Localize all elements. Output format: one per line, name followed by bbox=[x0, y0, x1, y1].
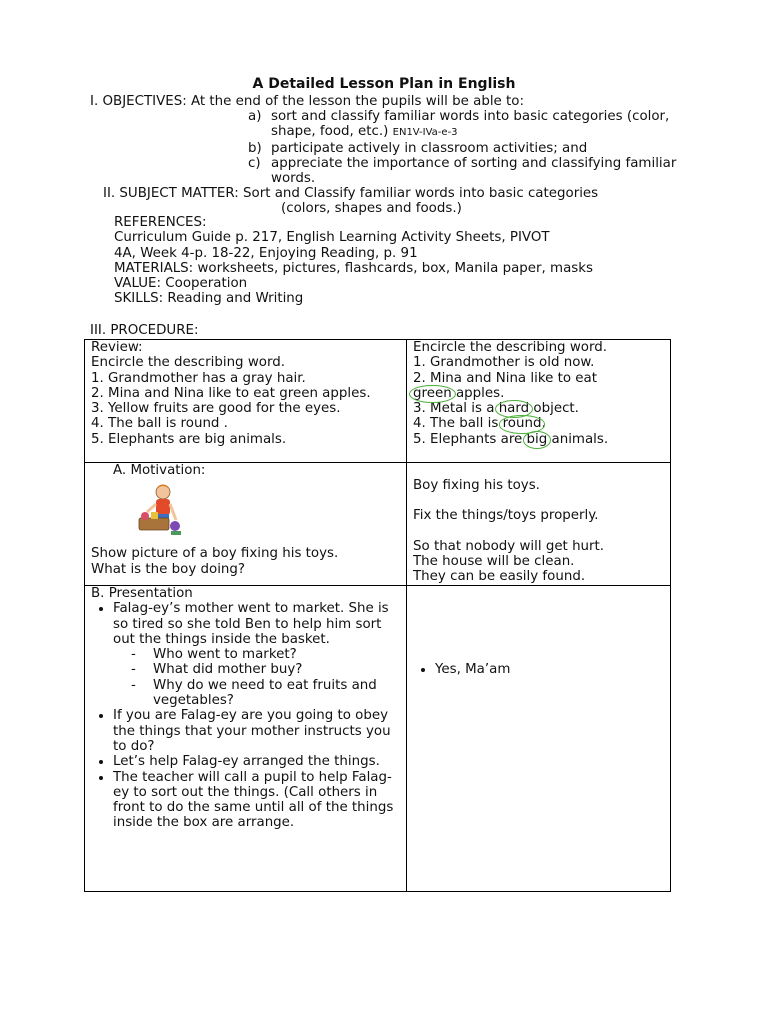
review-teacher-cell: Review: Encircle the describing word. 1. Grandmother has a gray hair. 2. Mina and Nina like to eat green apples. 3. Yellow fruits are good for the eyes. 4. The ball is round . 5. Elephants are big animals. bbox=[85, 340, 407, 463]
objectives-list bbox=[248, 109, 681, 186]
references-line: 4A, Week 4-p. 18-22, Enjoying Reading, p. 91 bbox=[114, 245, 418, 261]
presentation-heading: B. Presentation bbox=[91, 586, 193, 601]
list-item: • Falag-ey’s mother went to market. She is so tired so she told Ben to help him sort out the things inside the basket. - Who went to market? - What did mother buy? - Why do we need to eat fruits and vegetables? bbox=[113, 601, 401, 708]
list-item: • The teacher will call a pupil to help Falag-ey to sort out the things. (Call others in front to do the same until all of the things inside the box are arrange. bbox=[113, 770, 401, 831]
skills: SKILLS: Reading and Writing bbox=[114, 291, 304, 307]
list-item: 4. The ball is round . bbox=[91, 416, 228, 432]
list-item: 3. Yellow fruits are good for the eyes. bbox=[91, 401, 341, 417]
review-heading: Review: bbox=[91, 340, 143, 355]
list-item: 3. Metal is a hard object. bbox=[413, 401, 579, 417]
motivation-teacher-cell: A. Motivation: Show picture of a boy fixing his toys. What is the boy doing? bbox=[85, 463, 407, 586]
page-title: A Detailed Lesson Plan in English bbox=[252, 76, 516, 92]
list-item: • Yes, Ma’am bbox=[435, 662, 665, 677]
competency-code: EN1V-IVa-e-3 bbox=[392, 127, 458, 139]
list-item: - Why do we need to eat fruits and vegetables? bbox=[131, 678, 401, 709]
procedure-table bbox=[84, 339, 671, 892]
subject-matter-categories: (colors, shapes and foods.) bbox=[281, 201, 462, 216]
list-item: 2. Mina and Nina like to eat green apples. bbox=[91, 385, 371, 401]
references-line: Curriculum Guide p. 217, English Learning Activity Sheets, PIVOT bbox=[114, 230, 550, 246]
encircled-word: hard bbox=[498, 401, 530, 417]
subject-matter: II. SUBJECT MATTER: Sort and Classify familiar words into basic categories bbox=[103, 186, 599, 201]
motivation-pupil-cell: Boy fixing his toys. Fix the things/toys properly. So that nobody will get hurt. The house will be clean. They can be easily found. bbox=[407, 463, 671, 586]
list-item: 4. The ball is round. bbox=[413, 416, 546, 432]
objective-a: a) sort and classify familiar words into basic categories (color, shape, food, etc.) EN1V-IVa-e-3 bbox=[248, 109, 670, 140]
references-heading: REFERENCES: bbox=[114, 215, 207, 230]
boy-fixing-toys-image bbox=[133, 482, 185, 538]
list-item: • Let’s help Falag-ey arranged the things. bbox=[113, 754, 401, 769]
question-list bbox=[113, 647, 401, 708]
objective-b: b) participate actively in classroom activities; and bbox=[248, 140, 588, 156]
list-item: 5. Elephants are big animals. bbox=[91, 431, 287, 447]
presentation-teacher-cell bbox=[85, 586, 407, 892]
objectives-heading: I. OBJECTIVES: At the end of the lesson the pupils will be able to: bbox=[90, 94, 524, 109]
value: VALUE: Cooperation bbox=[114, 276, 248, 292]
presentation-pupil-cell bbox=[407, 586, 671, 892]
motivation-heading: A. Motivation: bbox=[113, 463, 206, 478]
encircled-word: green bbox=[413, 385, 452, 401]
list-item: - What did mother buy? bbox=[131, 662, 401, 677]
table-row bbox=[85, 463, 671, 586]
list-item: 1. Grandmother has a gray hair. bbox=[91, 370, 306, 386]
list-item: • If you are Falag-ey are you going to obey the things that your mother instructs you to do? bbox=[113, 708, 401, 754]
objective-c: c) appreciate the importance of sorting and classifying familiar words. bbox=[248, 155, 677, 187]
encircled-word: round bbox=[502, 416, 542, 432]
list-item: 1. Grandmother is old now. bbox=[413, 355, 595, 371]
review-pupil-cell: Encircle the describing word. 1. Grandmother is old now. 2. Mina and Nina like to eat green apples. 3. Metal is a hard object. 4. The ball is round. 5. Elephants are big animals. bbox=[407, 340, 671, 463]
list-item: green apples. bbox=[413, 385, 505, 401]
procedure-heading: III. PROCEDURE: bbox=[90, 323, 199, 338]
list-item: 5. Elephants are big animals. bbox=[413, 431, 609, 447]
presentation-list bbox=[91, 601, 401, 830]
table-row bbox=[85, 340, 671, 463]
list-item: - Who went to market? bbox=[131, 647, 401, 662]
encircled-word: big bbox=[526, 431, 548, 447]
list-item: 2. Mina and Nina like to eat bbox=[413, 370, 597, 386]
materials: MATERIALS: worksheets, pictures, flashcards, box, Manila paper, masks bbox=[114, 260, 594, 276]
table-row bbox=[85, 586, 671, 892]
references-block bbox=[114, 215, 593, 307]
